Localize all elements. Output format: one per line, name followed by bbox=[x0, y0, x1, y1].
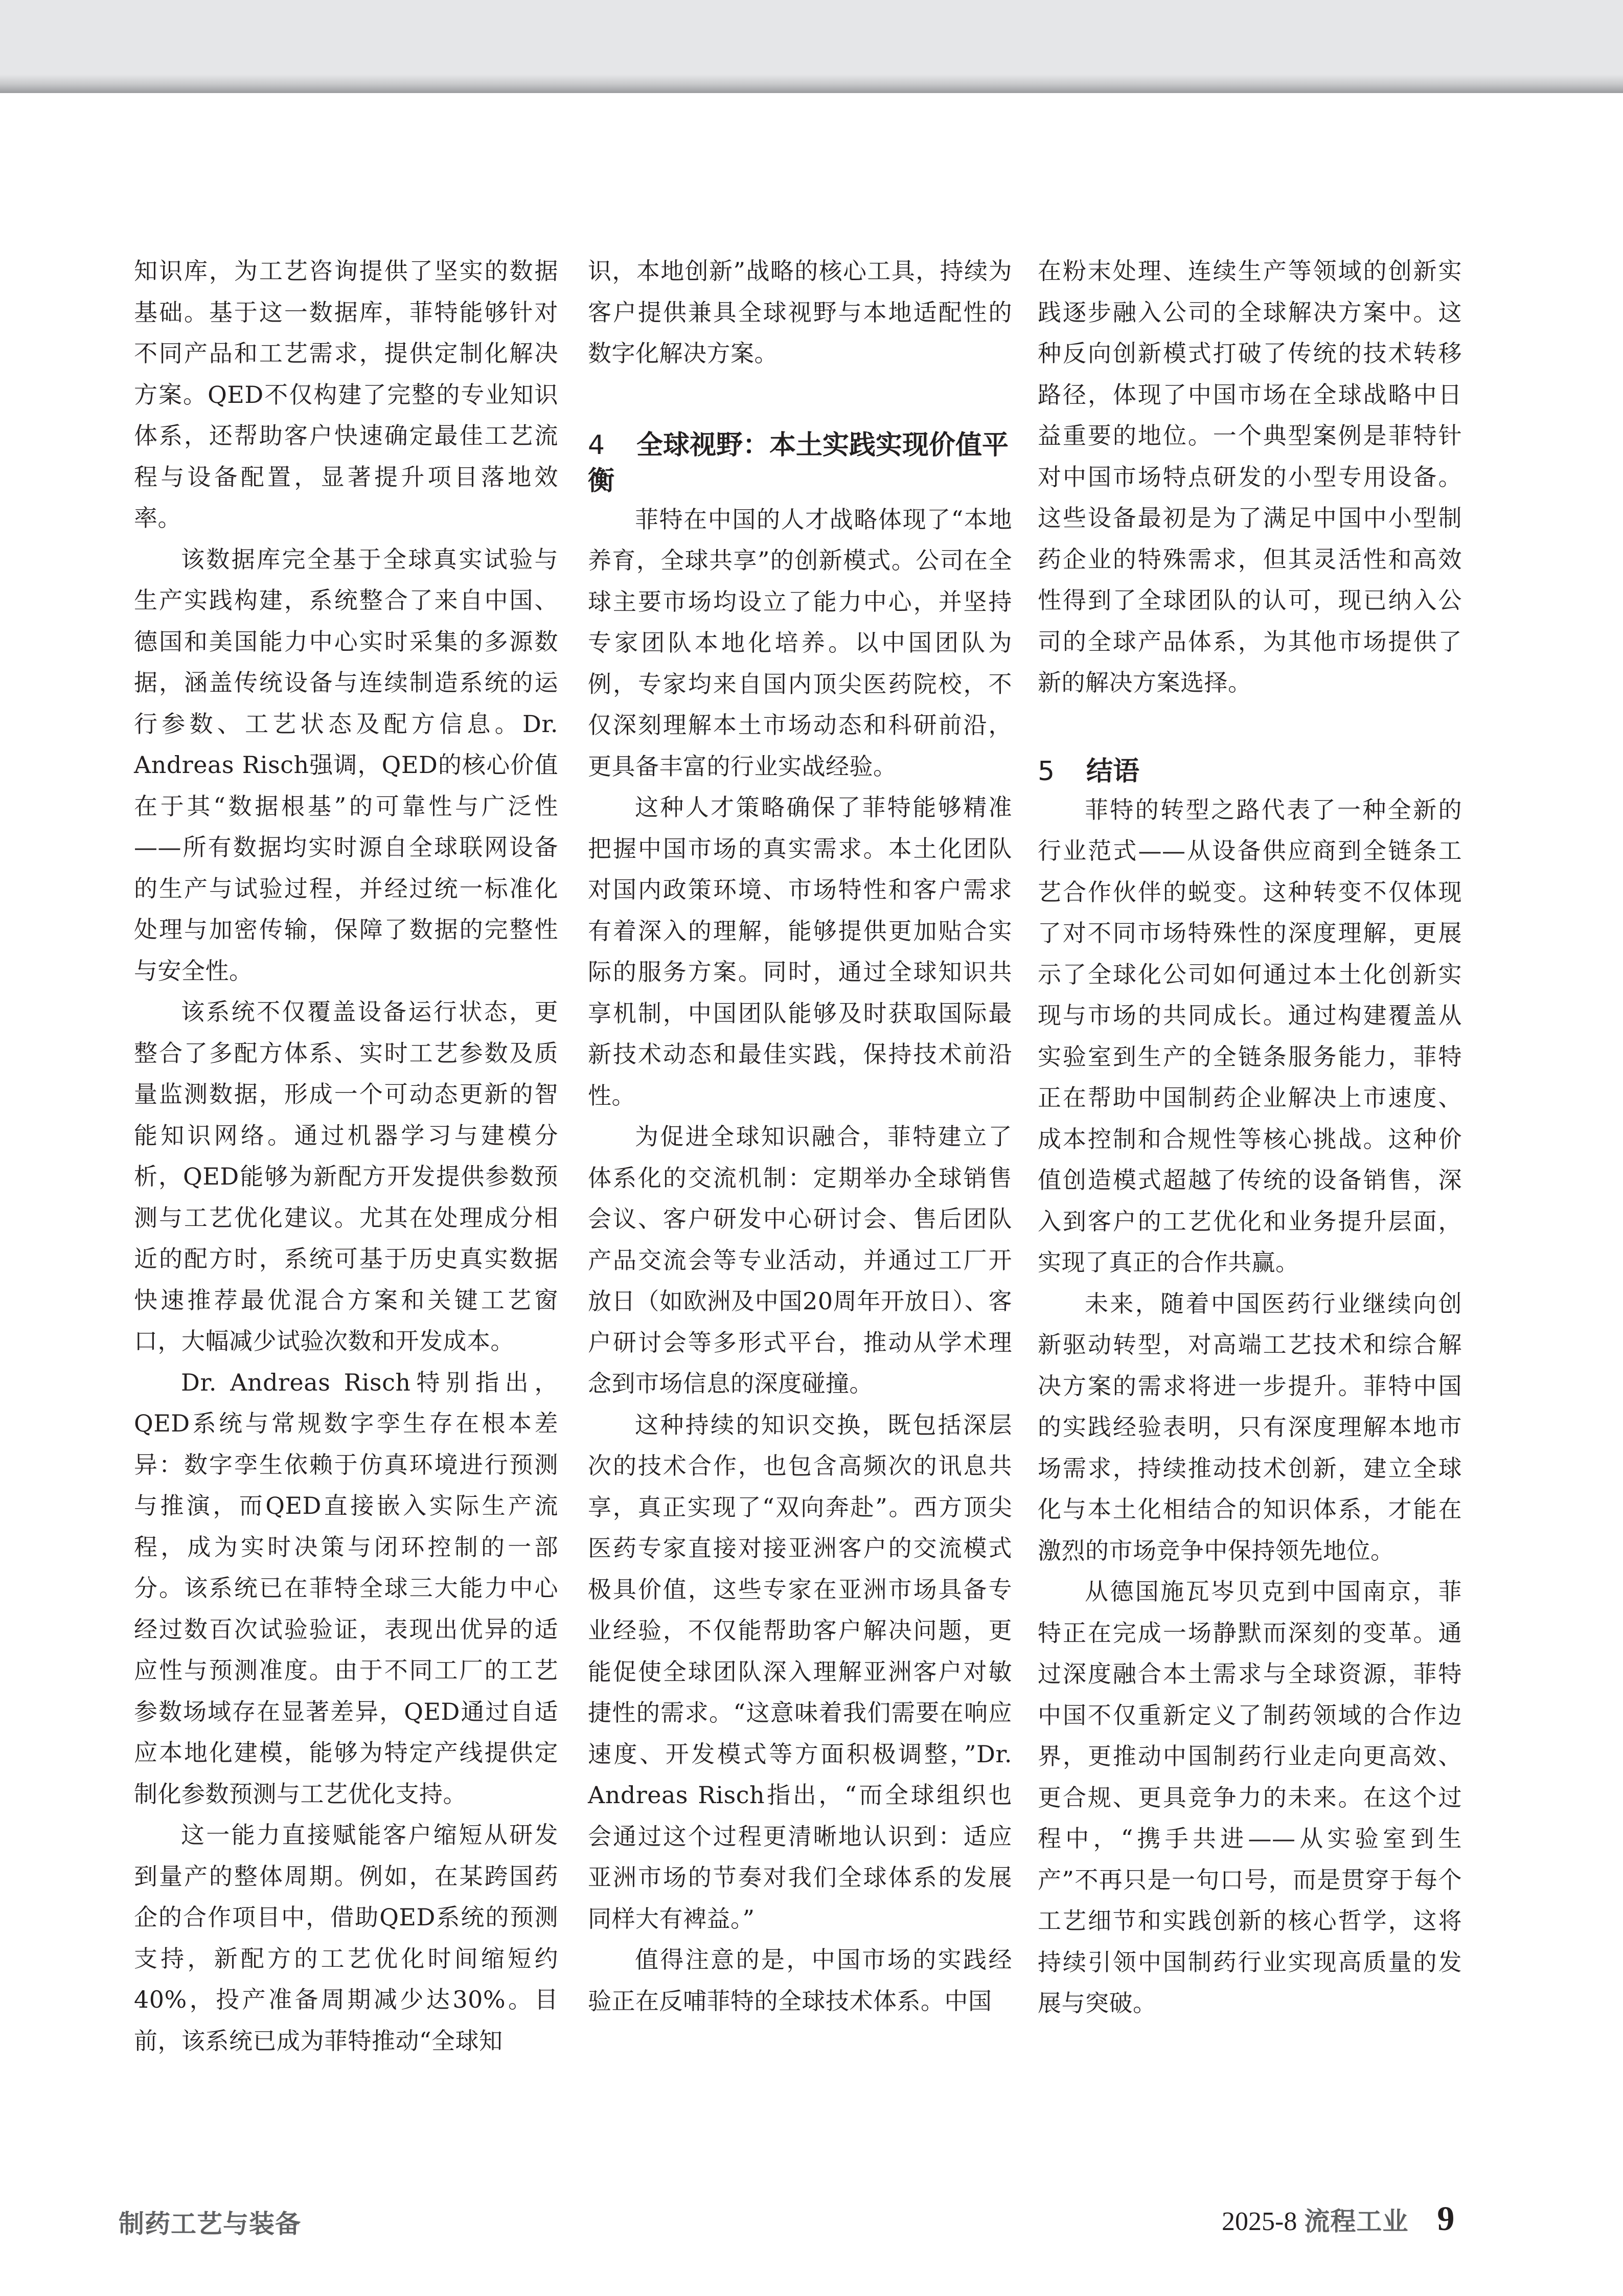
paragraph: 菲特在中国的人才战略体现了“本地养育，全球共享”的创新模式。公司在全球主要市场均设立了能力中心，并坚持专家团队本地化培养。以中国团队为例，专家均来自国内顶尖医药院校，不仅深刻理解本土市场动态和科研前沿，更具备丰富的行业实战经验。 bbox=[588, 505, 1012, 780]
section-number: 4 bbox=[588, 429, 605, 461]
footer-journal-name: 流程工业 bbox=[1304, 2206, 1409, 2236]
section-title: 结语 bbox=[1086, 756, 1140, 787]
paragraph: 这种持续的知识交换，既包括深层次的技术合作，也包含高频次的讯息共享，真正实现了“双向奔赴”。西方顶尖医药专家直接对接亚洲客户的交流模式极具价值，这些专家在亚洲市场具备专业经验，不仅能帮助客户解决问题，更能促使全球团队深入理解亚洲客户对敏捷性的需求。“这意味着我们需要在响应速度、开发模式等方面积极调整，”Dr. Andreas Risch指出，“而全球组织也会通过这个过程更清晰地认识到：适应亚洲市场的节奏对我们全球体系的发展同样大有裨益。” bbox=[588, 1411, 1012, 1933]
paragraph: 菲特的转型之路代表了一种全新的行业范式——从设备供应商到全链条工艺合作伙伴的蜕变。这种转变不仅体现了对不同市场特殊性的深度理解，更展示了全球化公司如何通过本土化创新实现与市场的共同成长。通过构建覆盖从实验室到生产的全链条服务能力，菲特正在帮助中国制药企业解决上市速度、成本控制和合规性等核心挑战。这种价值创造模式超越了传统的设备销售，深入到客户的工艺优化和业务提升层面，实现了真正的合作共赢。 bbox=[1038, 795, 1462, 1276]
footer-issue: 2025-8 bbox=[1222, 2207, 1297, 2236]
paragraph: 这种人才策略确保了菲特能够精准把握中国市场的真实需求。本土化团队对国内政策环境、市场特性和客户需求有着深入的理解，能够提供更加贴合实际的服务方案。同时，通过全球知识共享机制，中国团队能够及时获取国际最新技术动态和最佳实践，保持技术前沿性。 bbox=[588, 793, 1012, 1109]
paragraph: 在粉末处理、连续生产等领域的创新实践逐步融入公司的全球解决方案中。这种反向创新模式打破了传统的技术转移路径，体现了中国市场在全球战略中日益重要的地位。一个典型案例是菲特针对中国市场特点研发的小型专用设备。这些设备最初是为了满足中国中小型制药企业的特殊需求，但其灵活性和高效性得到了全球团队的认可，现已纳入公司的全球产品体系，为其他市场提供了新的解决方案选择。 bbox=[1038, 257, 1462, 696]
paragraph: 识，本地创新”战略的核心工具，持续为客户提供兼具全球视野与本地适配性的数字化解决方案。 bbox=[588, 257, 1012, 367]
column-left bbox=[134, 251, 558, 2061]
paragraph: Dr. Andreas Risch特别指出，QED系统与常规数字孪生存在根本差异：数字孪生依赖于仿真环境进行预测与推演，而QED直接嵌入实际生产流程，成为实时决策与闭环控制的一部分。该系统已在菲特全球三大能力中心经过数百次试验验证，表现出优异的适应性与预测准度。由于不同工厂的工艺参数场域存在显著差异，QED通过自适应本地化建模，能够为特定产线提供定制化参数预测与工艺优化支持。 bbox=[134, 1368, 558, 1808]
paragraph: 未来，随着中国医药行业继续向创新驱动转型，对高端工艺技术和综合解决方案的需求将进一步提升。菲特中国的实践经验表明，只有深度理解本地市场需求，持续推动技术创新，建立全球化与本土化相结合的知识体系，才能在激烈的市场竞争中保持领先地位。 bbox=[1038, 1289, 1462, 1564]
paragraph: 该数据库完全基于全球真实试验与生产实践构建，系统整合了来自中国、德国和美国能力中心实时采集的多源数据，涵盖传统设备与连续制造系统的运行参数、工艺状态及配方信息。Dr. Andreas Risch强调，QED的核心价值在于其“数据根基”的可靠性与广泛性——所有数据均实时源自全球联网设备的生产与试验过程，并经过统一标准化处理与加密传输，保障了数据的完整性与安全性。 bbox=[134, 545, 558, 985]
page-header-band bbox=[0, 0, 1623, 93]
section-number: 5 bbox=[1038, 756, 1055, 787]
paragraph: 这一能力直接赋能客户缩短从研发到量产的整体周期。例如，在某跨国药企的合作项目中，借助QED系统的预测支持，新配方的工艺优化时间缩短约40%，投产准备周期减少达30%。目前，该系统已成为菲特推动“全球知 bbox=[134, 1821, 558, 2055]
paragraph: 为促进全球知识融合，菲特建立了体系化的交流机制：定期举办全球销售会议、客户研发中心研讨会、售后团队产品交流会等专业活动，并通过工厂开放日（如欧洲及中国20周年开放日）、客户研讨会等多形式平台，推动从学术理念到市场信息的深度碰撞。 bbox=[588, 1123, 1012, 1397]
section-heading-4 bbox=[588, 427, 1012, 499]
footer-section-name: 制药工艺与装备 bbox=[119, 2209, 301, 2239]
column-middle bbox=[588, 251, 1012, 2021]
section-title: 全球视野：本土实践实现价值平衡 bbox=[588, 429, 1009, 496]
paragraph: 该系统不仅覆盖设备运行状态，更整合了多配方体系、实时工艺参数及质量监测数据，形成一个可动态更新的智能知识网络。通过机器学习与建模分析，QED能够为新配方开发提供参数预测与工艺优化建议。尤其在处理成分相近的配方时，系统可基于历史真实数据快速推荐最优混合方案和关键工艺窗口，大幅减少试验次数和开发成本。 bbox=[134, 998, 558, 1355]
section-heading-5 bbox=[1038, 754, 1462, 789]
paragraph: 从德国施瓦岑贝克到中国南京，菲特正在完成一场静默而深刻的变革。通过深度融合本土需求与全球资源，菲特中国不仅重新定义了制药领域的合作边界，更推动中国制药行业走向更高效、更合规、更具竞争力的未来。在这个过程中，“携手共进——从实验室到生产”不再只是一句口号，而是贯穿于每个工艺细节和实践创新的核心哲学，这将持续引领中国制药行业实现高质量的发展与突破。 bbox=[1038, 1578, 1462, 2017]
paragraph: 值得注意的是，中国市场的实践经验正在反哺菲特的全球技术体系。中国 bbox=[588, 1946, 1012, 2015]
column-right bbox=[1038, 251, 1462, 2024]
paragraph: 知识库，为工艺咨询提供了坚实的数据基础。基于这一数据库，菲特能够针对不同产品和工艺需求，提供定制化解决方案。QED不仅构建了完整的专业知识体系，还帮助客户快速确定最佳工艺流程与设备配置，显著提升项目落地效率。 bbox=[134, 257, 558, 532]
page-number: 9 bbox=[1437, 2199, 1455, 2238]
footer-publication bbox=[1222, 2198, 1454, 2239]
